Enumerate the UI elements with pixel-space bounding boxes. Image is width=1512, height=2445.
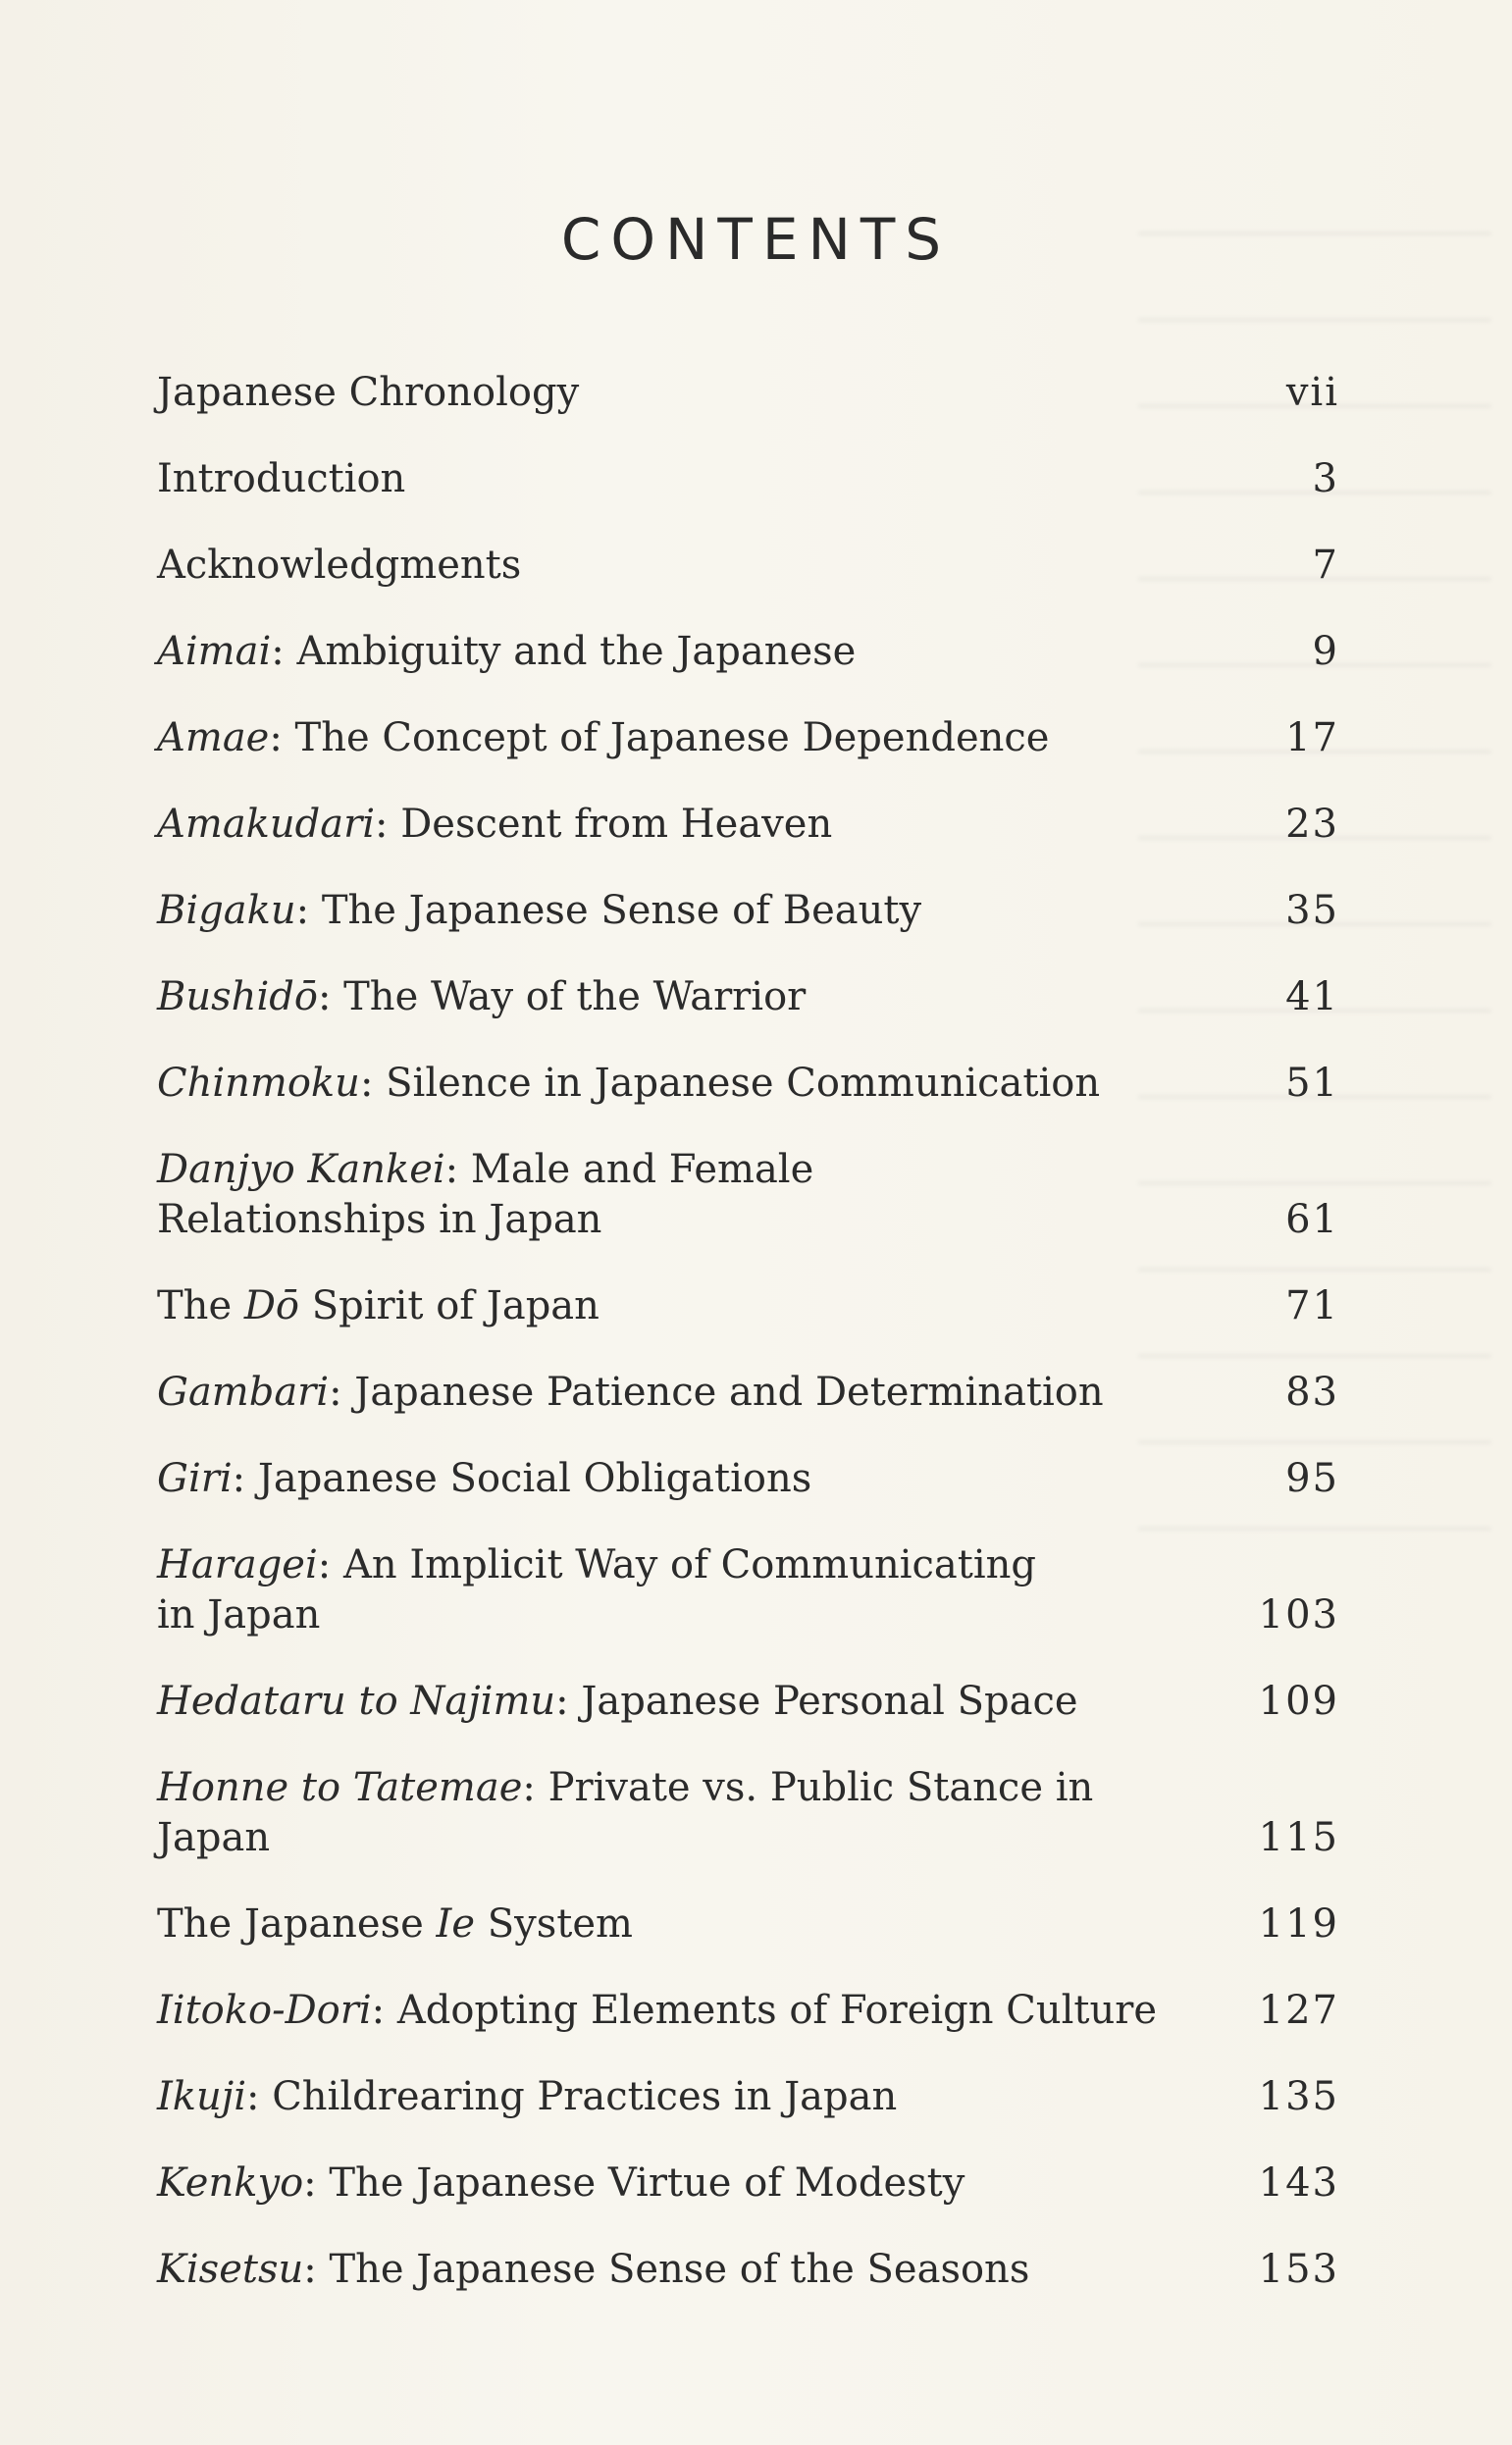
toc-entry	[157, 454, 1339, 504]
toc-entry	[157, 541, 1339, 591]
toc-entry	[157, 1899, 1339, 1950]
toc-entry-title: System	[475, 1901, 633, 1947]
toc-entry	[157, 2072, 1339, 2122]
toc-entry	[157, 368, 1339, 418]
toc-entry-term: Ikuji	[157, 2074, 246, 2119]
toc-entry-term: Kenkyo	[157, 2160, 304, 2206]
toc-entry	[157, 1454, 1339, 1504]
toc-entry	[157, 1763, 1339, 1863]
toc-entry	[157, 972, 1339, 1022]
toc-page-number: 23	[1285, 802, 1339, 847]
toc-entry-title: : The Japanese Sense of Beauty	[295, 888, 922, 933]
toc-page-number: 51	[1285, 1061, 1339, 1106]
toc-entry	[157, 1059, 1339, 1109]
toc-page-number: 7	[1312, 543, 1339, 588]
toc-entry-term: Bigaku	[157, 888, 296, 933]
toc-entry-text	[157, 454, 405, 504]
toc-entry-term: Kisetsu	[157, 2247, 304, 2292]
toc-page-number: 35	[1285, 888, 1339, 933]
toc-entry	[157, 2245, 1339, 2295]
toc-entry-title: : Japanese Personal Space	[555, 1679, 1078, 1724]
toc-entry-text	[157, 1454, 811, 1504]
toc-entry	[157, 800, 1339, 850]
toc-entry	[157, 1677, 1339, 1727]
toc-entry-term: Hedataru to Najimu	[157, 1679, 556, 1724]
toc-entry-term: Aimai	[157, 629, 272, 674]
toc-entry	[157, 1368, 1339, 1418]
toc-entry-title: : The Way of the Warrior	[317, 974, 807, 1019]
toc-entry	[157, 627, 1339, 677]
toc-page-number: 61	[1285, 1197, 1339, 1242]
toc-entry-term: Amae	[157, 715, 270, 760]
toc-entry-text	[157, 1368, 1104, 1418]
toc-entry-title: : The Concept of Japanese Dependence	[269, 715, 1050, 760]
toc-entry-title: : An Implicit Way of Communicating in Japan	[157, 1542, 1036, 1638]
toc-page-number: 17	[1285, 715, 1339, 760]
toc-entry-title: Acknowledgments	[157, 543, 522, 588]
toc-page-number: 143	[1258, 2160, 1339, 2206]
toc-entry	[157, 886, 1339, 936]
toc-entry-title: : Male and Female Relationships in Japan	[157, 1147, 814, 1242]
toc-page-number: 135	[1258, 2074, 1339, 2119]
toc-entry-text	[157, 800, 832, 850]
toc-entry-term: Giri	[157, 1456, 233, 1501]
toc-entry-title: Japanese Chronology	[157, 370, 580, 415]
toc-entry-text	[157, 627, 856, 677]
toc-entry-text	[157, 1145, 1079, 1245]
toc-entry-text	[157, 972, 806, 1022]
toc-entry-text	[157, 1059, 1100, 1109]
toc-page-number: 103	[1258, 1592, 1339, 1638]
toc-entry-title: Spirit of Japan	[298, 1283, 600, 1328]
toc-page-number: 71	[1285, 1283, 1339, 1328]
toc-entry-text	[157, 1763, 1177, 1863]
table-of-contents	[157, 368, 1339, 2331]
toc-page-number: vii	[1285, 370, 1339, 415]
toc-page-number: 83	[1285, 1370, 1339, 1415]
toc-entry-term: Danjyo Kankei	[157, 1147, 445, 1192]
toc-entry-term: Honne to Tatemae	[157, 1765, 523, 1810]
toc-entry-term: Amakudari	[157, 802, 376, 847]
toc-entry	[157, 1281, 1339, 1331]
toc-entry-title: : Silence in Japanese Communication	[359, 1061, 1101, 1106]
toc-entry-term: Bushidō	[157, 974, 318, 1019]
toc-entry-title: : Japanese Social Obligations	[232, 1456, 812, 1501]
toc-entry-text	[157, 2072, 897, 2122]
toc-entry	[157, 713, 1339, 763]
toc-page-number: 127	[1258, 1988, 1339, 2033]
toc-entry-term: Gambari	[157, 1370, 330, 1415]
toc-entry-text	[157, 368, 579, 418]
toc-entry-text	[157, 2159, 965, 2209]
toc-entry-text: The Dō Spirit of Japan	[157, 1283, 600, 1328]
toc-entry-text	[157, 1986, 1157, 2036]
toc-entry-title: Introduction	[157, 456, 406, 501]
toc-entry-text	[157, 541, 521, 591]
toc-entry-title: : The Japanese Virtue of Modesty	[303, 2160, 965, 2206]
toc-page-number: 109	[1258, 1679, 1339, 1724]
toc-entry-text	[157, 1677, 1078, 1727]
toc-entry-term: Ie	[436, 1901, 475, 1947]
toc-entry	[157, 1540, 1339, 1640]
toc-entry-term: Haragei	[157, 1542, 318, 1587]
toc-page-number: 153	[1258, 2247, 1339, 2292]
toc-entry	[157, 1986, 1339, 2036]
toc-page-number: 41	[1285, 974, 1339, 1019]
toc-entry	[157, 2159, 1339, 2209]
toc-entry-title: : The Japanese Sense of the Seasons	[303, 2247, 1030, 2292]
toc-entry-text	[157, 2245, 1029, 2295]
page-title: CONTENTS	[560, 206, 952, 273]
toc-entry-text: The Japanese Ie System	[157, 1901, 633, 1947]
toc-page-number: 95	[1285, 1456, 1339, 1501]
toc-entry-text	[157, 713, 1049, 763]
toc-entry-text	[157, 1540, 1079, 1640]
toc-page-number: 115	[1258, 1815, 1339, 1860]
toc-entry-term: Iitoko-Dori	[157, 1988, 372, 2033]
toc-page-number: 3	[1312, 456, 1339, 501]
toc-entry-text	[157, 886, 921, 936]
toc-entry-title: : Japanese Patience and Determination	[329, 1370, 1104, 1415]
toc-entry-title: : Ambiguity and the Japanese	[271, 629, 857, 674]
toc-entry	[157, 1145, 1339, 1245]
toc-entry-term: Chinmoku	[157, 1061, 360, 1106]
toc-entry-term: Dō	[243, 1283, 299, 1328]
toc-entry-title: : Private vs. Public Stance in Japan	[157, 1765, 1094, 1860]
toc-page-number: 9	[1312, 629, 1339, 674]
toc-entry-title: : Childrearing Practices in Japan	[246, 2074, 898, 2119]
toc-entry-title: : Adopting Elements of Foreign Culture	[371, 1988, 1158, 2033]
toc-page-number: 119	[1258, 1901, 1339, 1947]
toc-entry-title: : Descent from Heaven	[375, 802, 833, 847]
